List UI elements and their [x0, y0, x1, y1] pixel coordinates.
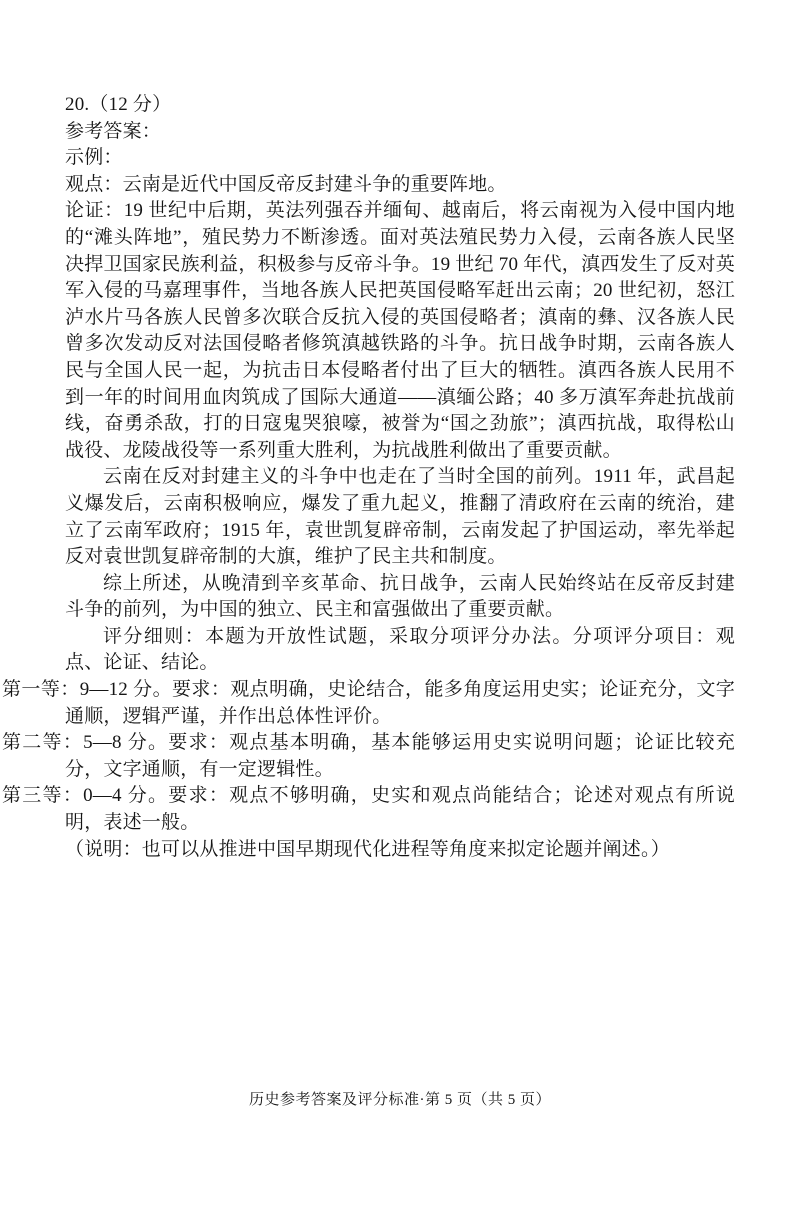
anti-feudal-paragraph: 云南在反对封建主义的斗争中也走在了当时全国的前列。1911 年，武昌起义爆发后，云南积极响应，爆发了重九起义，推翻了清政府在云南的统治，建立了云南军政府；1915 年，袁世凯复辟帝制，云南发起了护国运动，率先举起反对袁世凯复辟帝制的大旗，维护了民主共和制度。 — [65, 466, 735, 568]
grade-tier-1 — [2, 677, 735, 730]
example-label: 示例： — [65, 147, 123, 169]
grade-tier-3 — [2, 783, 735, 836]
grade-tier-1-text: 9—12 分。要求：观点明确，史论结合，能多角度运用史实；论证充分，文字通顺，逻辑严谨，并作出总体性评价。 — [65, 679, 735, 727]
question-number: 20.（12 分） — [65, 94, 172, 115]
answer-label: 参考答案： — [65, 120, 162, 142]
summary-paragraph: 综上所述，从晚清到辛亥革命、抗日战争，云南人民始终站在反帝反封建斗争的前列，为中国的独立、民主和富强做出了重要贡献。 — [65, 572, 735, 621]
viewpoint-line: 观点：云南是近代中国反帝反封建斗争的重要阵地。 — [65, 173, 507, 195]
grade-tier-1-label: 第一等： — [2, 679, 80, 701]
grade-tier-2-label: 第二等： — [2, 732, 84, 754]
grade-tier-2 — [2, 730, 735, 783]
grade-tier-3-label: 第三等： — [2, 785, 84, 807]
note-line: （说明：也可以从推进中国早期现代化进程等角度来拟定论题并阐述。） — [65, 838, 670, 860]
argument-paragraph: 论证：19 世纪中后期，英法列强吞并缅甸、越南后，将云南视为入侵中国内地的“滩头阵地”，殖民势力不断渗透。面对英法殖民势力入侵，云南各族人民坚决捍卫国家民族利益，积极参与反帝斗争。19 世纪 70 年代，滇西发生了反对英军入侵的马嘉理事件，当地各族人民把英国侵略军赶出云南；20 世纪初，怒江泸水片马各族人民曾多次联合反抗入侵的英国侵略者；滇南的彝、汉各族人民曾多次发动反对法国侵略者修筑滇越铁路的斗争。抗日战争时期，云南各族人民与全国人民一起，为抗击日本侵略者付出了巨大的牺牲。滇西各族人民用不到一年的时间用血肉筑成了国际大通道——滇缅公路；40 多万滇军奔赴抗战前线，奋勇杀敌，打的日寇鬼哭狼嚎，被誉为“国之劲旅”；滇西抗战，取得松山战役、龙陵战役等一系列重大胜利，为抗战胜利做出了重要贡献。 — [65, 200, 735, 461]
scoring-rules-line: 评分细则：本题为开放性试题，采取分项评分办法。分项评分项目：观点、论证、结论。 — [65, 625, 735, 674]
grade-tier-3-text: 0—4 分。要求：观点不够明确，史实和观点尚能结合；论述对观点有所说明，表述一般。 — [65, 785, 735, 834]
grade-tier-2-text: 5—8 分。要求：观点基本明确，基本能够运用史实说明问题；论证比较充分，文字通顺，有一定逻辑性。 — [65, 732, 735, 780]
page-footer: 历史参考答案及评分标准·第 5 页（共 5 页） — [249, 1092, 551, 1108]
answer-body — [2, 92, 735, 863]
